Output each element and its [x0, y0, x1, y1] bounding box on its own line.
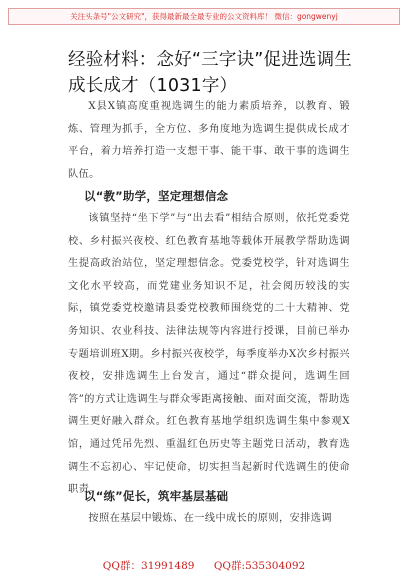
intro-paragraph: X县X镇高度重视选调生的能力素质培养，以教育、锻炼、管理为抓手，全方位、多角度地为选调生提供成长成才平台，着力培养打造一支想干事、能干事、敢干事的选调生队伍。: [68, 101, 350, 180]
footer-contact: [0, 558, 408, 573]
qq-group-2: QQ群:535304092: [213, 560, 306, 572]
promo-banner: 关注头条号"公文研究"，获得最新最全最专业的公文资料库！ 微信：gongwenyj: [8, 8, 400, 25]
qq-group-1: QQ群：31991489: [102, 560, 195, 572]
document-title: 经验材料：念好“三字诀”促进选调生成长成才（1031字）: [68, 50, 353, 96]
section-body-1: 该镇坚持“坐下学”与“出去看”相结合原则，依托党委党校、乡村振兴夜校、红色教育基地等载体开展教学帮助选调生提高政治站位，坚定理想信念。党委党校学，针对选调生文化水平较高，而党建业务知识不足，社会阅历较浅的实际，镇党委党校邀请县委党校教师围绕党的二十大精神、党务知识、农业科技、法律法规等内容进行授课，目前已举办专题培训班X期。乡村振兴夜校学，每季度举办X次乡村振兴夜校，安排选调生上台发言，通过“群众提问，选调生回答”的方式让选调生与群众零距离接触、面对面交流，帮助选调生更好融入群众。红色教育基地学组织选调生集中参观X馆，通过凭吊先烈、重温红色历史等主题党日活动，教育选调生不忘初心、牢记使命，切实担当起新时代选调生的使命职责。: [68, 213, 350, 496]
section-heading-1: 以“教”助学，坚定理想信念: [84, 189, 229, 203]
section-heading-2: 以“练”促长，筑牢基层基础: [84, 489, 229, 503]
section-body-2: 按照在基层中锻炼、在一线中成长的原则，安排选调: [88, 513, 332, 524]
